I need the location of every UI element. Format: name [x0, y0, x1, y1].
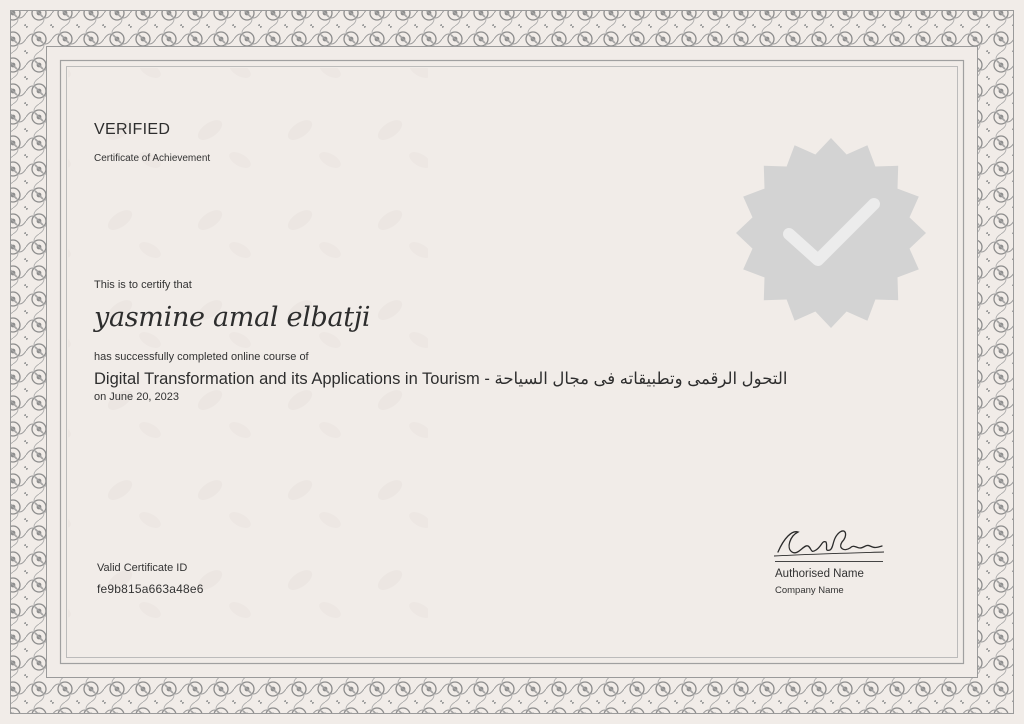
- signatory-company: Company Name: [775, 585, 844, 596]
- checkmark-seal-icon: [734, 136, 928, 330]
- signature-line: [775, 561, 883, 562]
- signatory-name: Authorised Name: [775, 568, 864, 580]
- completion-date: on June 20, 2023: [94, 391, 180, 403]
- signature: [770, 518, 886, 562]
- certificate-subtitle: Certificate of Achievement: [94, 153, 211, 164]
- course-title: Digital Transformation and its Applications in Tourism - التحول الرقمى وتطبيقاته فى مجال السياحة: [94, 370, 788, 388]
- certificate-id[interactable]: fe9b815a663a48e6: [97, 582, 204, 596]
- certificate-header: VERIFIED: [94, 121, 171, 138]
- completion-text: has successfully completed online course of: [94, 351, 309, 363]
- recipient-name: yasmine amal elbatji: [94, 302, 371, 333]
- certify-text: This is to certify that: [94, 279, 192, 291]
- certificate-id-label: Valid Certificate ID: [97, 562, 188, 574]
